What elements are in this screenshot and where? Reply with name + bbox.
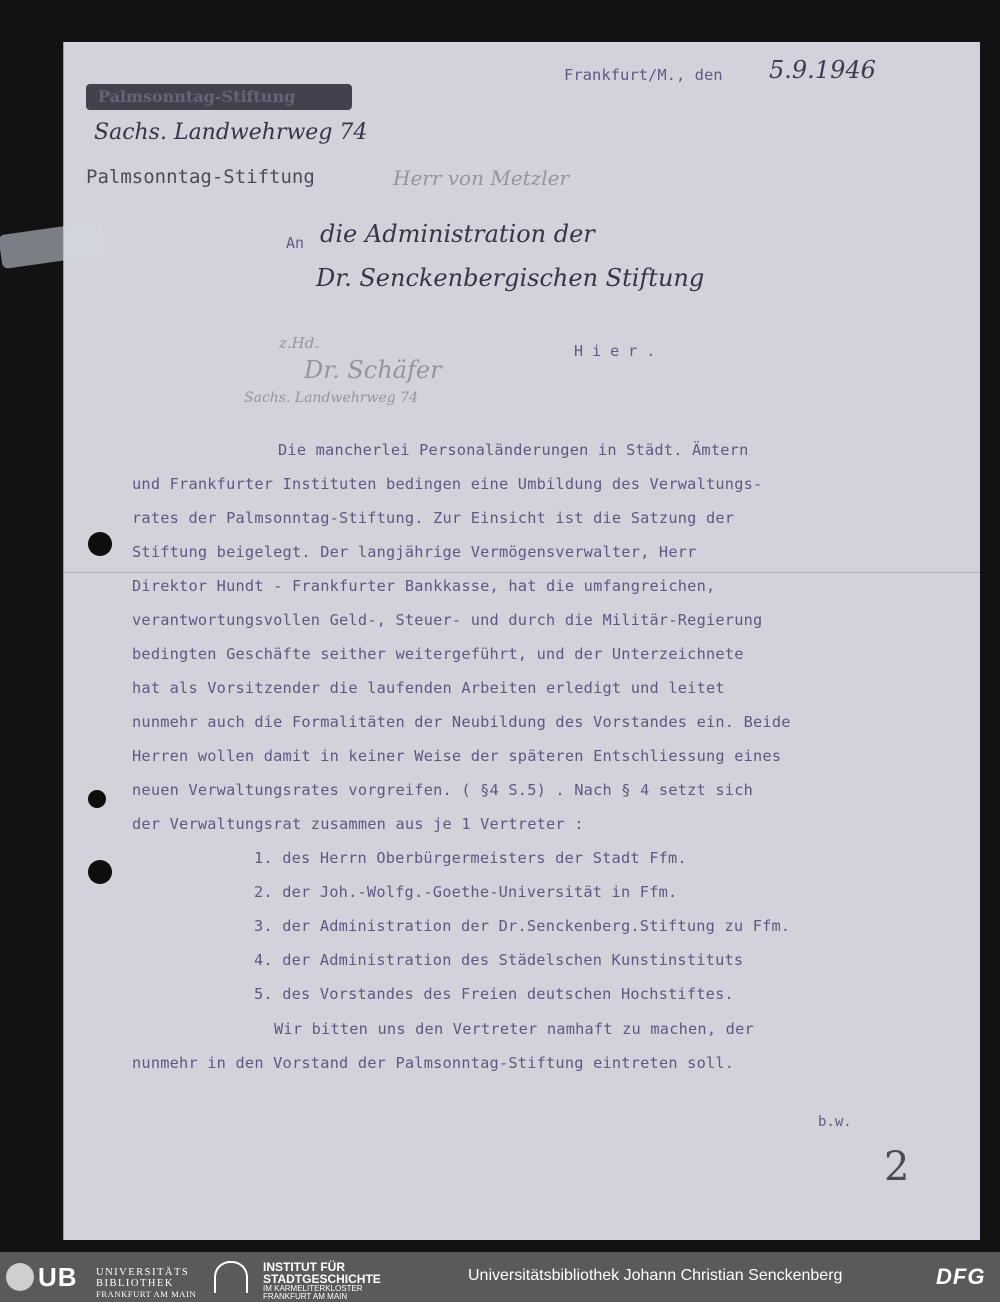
list-item: 4. der Administration des Städelschen Kunstinstituts <box>254 951 744 969</box>
footer-bar <box>0 1252 1000 1302</box>
list-item: 1. des Herrn Oberbürgermeisters der Stadt Ffm. <box>254 849 687 867</box>
list-item: 5. des Vorstandes des Freien deutschen Hochstiftes. <box>254 985 734 1003</box>
margin-note-2: Dr. Schäfer <box>304 356 442 384</box>
closing-line: nunmehr in den Vorstand der Palmsonntag-Stiftung eintreten soll. <box>132 1054 735 1072</box>
sender-line: Palmsonntag-Stiftung <box>86 166 315 188</box>
isg-sub-line: IM KARMELITERKLOSTER <box>263 1284 363 1293</box>
isg-name-line: STADTGESCHICHTE <box>263 1272 381 1286</box>
footer-library-name: Universitätsbibliothek Johann Christian Senckenberg <box>468 1267 843 1284</box>
dateline-place: Frankfurt/M., den <box>564 66 723 84</box>
list-item: 2. der Joh.-Wolfg.-Goethe-Universität in Ffm. <box>254 883 678 901</box>
recipient-prefix: An <box>286 234 305 252</box>
isg-name <box>263 1261 381 1285</box>
recipient-location: H i e r . <box>574 342 656 360</box>
sender-hand-right: Herr von Metzler <box>393 166 570 190</box>
sender-address: Sachs. Landwehrweg 74 <box>94 120 368 145</box>
body-line: Die mancherlei Personaländerungen in Städt. Ämtern <box>278 441 749 459</box>
margin-note-3: Sachs. Landwehrweg 74 <box>244 390 418 406</box>
body-line: hat als Vorsitzender die laufenden Arbeiten erledigt und leitet <box>132 679 725 697</box>
dfg-logo: DFG <box>936 1264 986 1289</box>
isg-name-line: INSTITUT FÜR <box>263 1260 345 1274</box>
body-line: Direktor Hundt - Frankfurter Bankkasse, hat die umfangreichen, <box>132 577 716 595</box>
page-number: 2 <box>884 1144 910 1190</box>
ub-portrait-icon <box>6 1263 34 1291</box>
closing-line: Wir bitten uns den Vertreter namhaft zu machen, der <box>274 1020 754 1038</box>
isg-sub <box>263 1285 363 1301</box>
punch-hole <box>88 860 112 884</box>
stamp-text: Palmsonntag-Stiftung <box>98 87 296 106</box>
isg-sub-line: FRANKFURT AM MAIN <box>263 1292 348 1301</box>
letterhead-stamp <box>86 84 352 110</box>
ub-name-line: UNIVERSITÄTS <box>96 1267 190 1278</box>
isg-arch-icon <box>214 1261 248 1293</box>
body-line: Stiftung beigelegt. Der langjährige Vermögensverwalter, Herr <box>132 543 697 561</box>
body-line: verantwortungsvollen Geld-, Steuer- und durch die Militär-Regierung <box>132 611 763 629</box>
body-line: der Verwaltungsrat zusammen aus je 1 Vertreter : <box>132 815 584 833</box>
punch-hole <box>88 790 106 808</box>
ub-name-line: BIBLIOTHEK <box>96 1278 174 1289</box>
body-line: und Frankfurter Instituten bedingen eine Umbildung des Verwaltungs- <box>132 475 763 493</box>
letter-page <box>63 42 980 1240</box>
punch-hole <box>88 532 112 556</box>
body-line: bedingten Geschäfte seither weitergeführt, und der Unterzeichnete <box>132 645 744 663</box>
list-item: 3. der Administration der Dr.Senckenberg.Stiftung zu Ffm. <box>254 917 791 935</box>
ub-name <box>96 1267 196 1300</box>
ub-name-line: FRANKFURT AM MAIN <box>96 1289 197 1299</box>
ub-logo-text: UB <box>38 1262 78 1292</box>
body-line: neuen Verwaltungsrates vorgreifen. ( §4 S.5) . Nach § 4 setzt sich <box>132 781 754 799</box>
body-line: Herren wollen damit in keiner Weise der späteren Entschliessung eines <box>132 747 782 765</box>
dateline-date: 5.9.1946 <box>769 56 876 84</box>
recipient-line2: Dr. Senckenbergischen Stiftung <box>316 264 705 292</box>
turn-over-note: b.w. <box>818 1114 852 1130</box>
body-line: rates der Palmsonntag-Stiftung. Zur Einsicht ist die Satzung der <box>132 509 735 527</box>
body-line: nunmehr auch die Formalitäten der Neubildung des Vorstandes ein. Beide <box>132 713 791 731</box>
margin-note-1: z.Hd. <box>279 334 320 352</box>
recipient-line1: die Administration der <box>320 220 595 248</box>
